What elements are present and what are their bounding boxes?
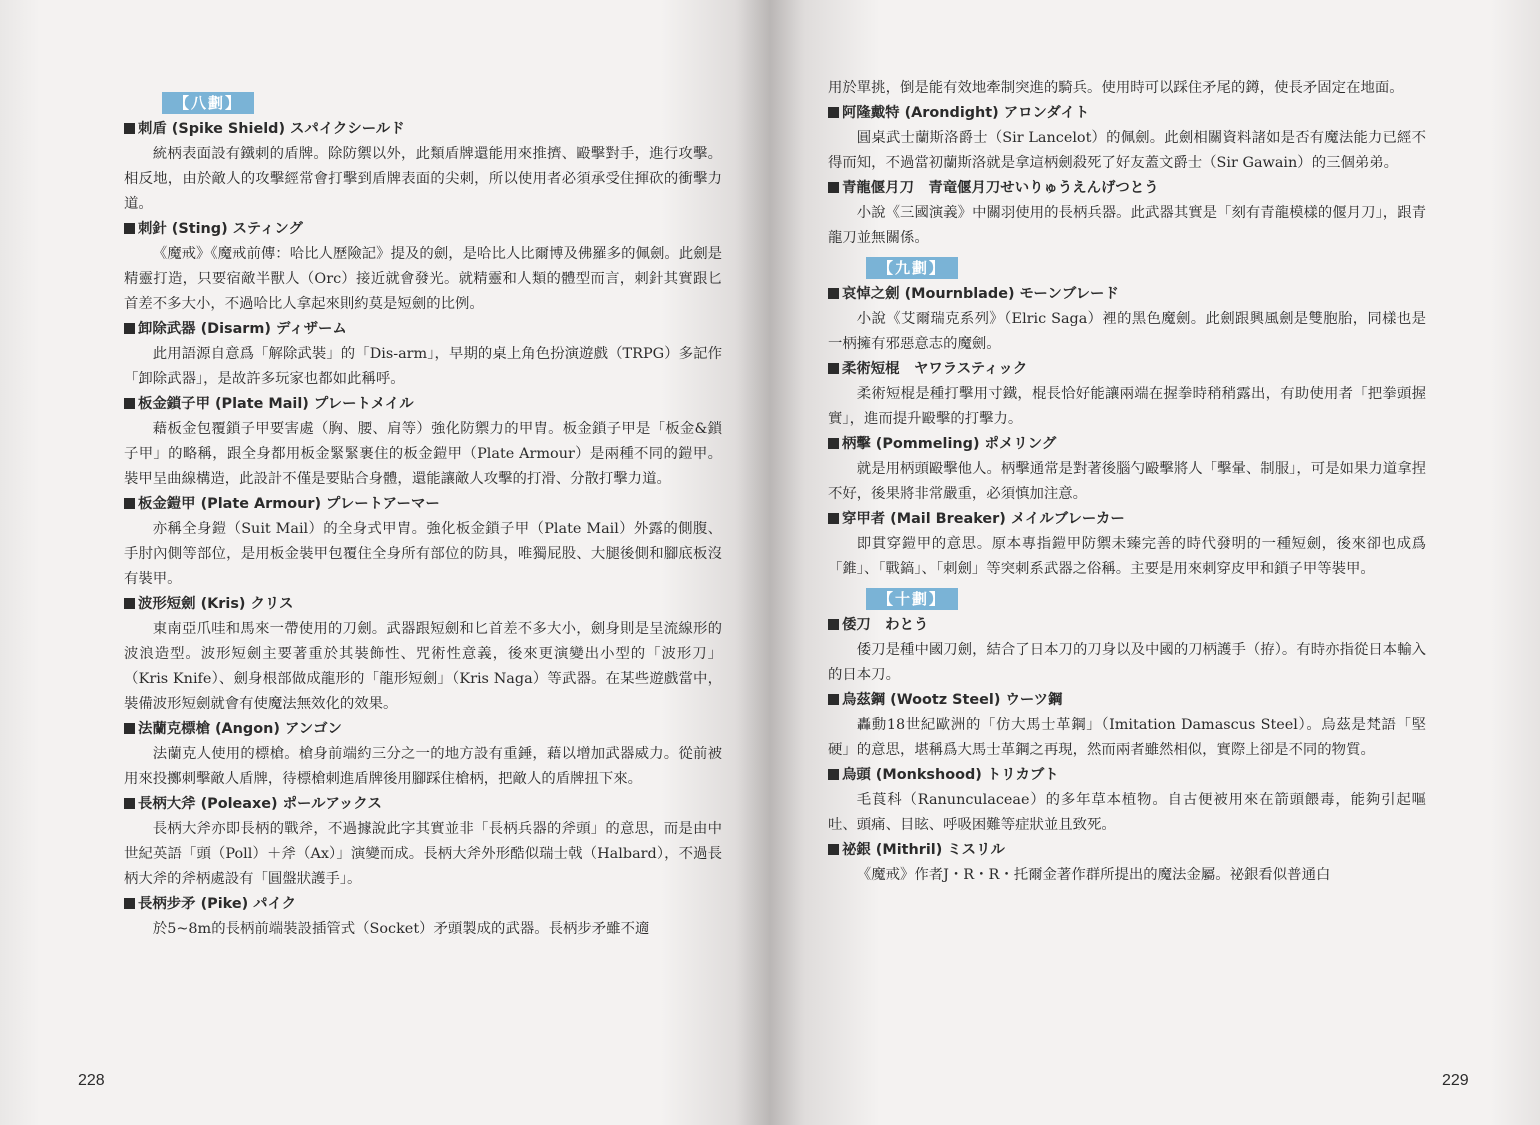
entry-title: 祕銀 (Mithril) ミスリル — [842, 842, 1005, 858]
bullet-square-icon — [124, 798, 135, 809]
entry-title: 卸除武器 (Disarm) ディザーム — [138, 321, 347, 337]
bullet-square-icon — [828, 107, 839, 118]
page-number: 228 — [78, 1072, 105, 1089]
section-heading-ten: 【十劃】 — [866, 588, 958, 610]
entry — [124, 217, 722, 317]
entry — [828, 838, 1426, 888]
bullet-square-icon — [828, 438, 839, 449]
page-number: 229 — [1442, 1072, 1469, 1089]
entry — [828, 688, 1426, 763]
bullet-square-icon — [828, 844, 839, 855]
bullet-square-icon — [124, 398, 135, 409]
bullet-square-icon — [124, 598, 135, 609]
entry-body: 法蘭克人使用的標槍。槍身前端約三分之一的地方設有重錘，藉以增加武器威力。從前被用來投擲刺擊敵人盾牌，待標槍刺進盾牌後用腳踩住槍柄，把敵人的盾牌扭下來。 — [124, 746, 722, 787]
entry-body: 就是用柄頭毆擊他人。柄擊通常是對著後腦勺毆擊將人「擊暈、制服」，可是如果力道拿捏不好，後果將非常嚴重，必須慎加注意。 — [828, 461, 1426, 502]
entry-title: 板金鎖子甲 (Plate Mail) プレートメイル — [138, 396, 414, 412]
entry — [124, 317, 722, 392]
entry-title: 長柄大斧 (Poleaxe) ポールアックス — [138, 796, 382, 812]
entry-body: 毛莨科（Ranunculaceae）的多年草本植物。自古便被用來在箭頭餵毒，能夠引起嘔吐、頭痛、目眩、呼吸困難等症狀並且致死。 — [828, 792, 1426, 833]
bullet-square-icon — [124, 223, 135, 234]
entry-body: 小說《三國演義》中關羽使用的長柄兵器。此武器其實是「刻有青龍模樣的偃月刀」，跟青龍刀並無關係。 — [828, 205, 1426, 246]
entry-body: 轟動18世紀歐洲的「仿大馬士革鋼」（Imitation Damascus Steel）。烏茲是梵語「堅硬」的意思，堪稱爲大馬士革鋼之再現，然而兩者雖然相似，實際上卻是不同的物質。 — [828, 717, 1426, 758]
bullet-square-icon — [124, 323, 135, 334]
entry — [124, 717, 722, 792]
entry-title: 波形短劍 (Kris) クリス — [138, 596, 294, 612]
entry — [828, 432, 1426, 507]
entry-body: 東南亞爪哇和馬來一帶使用的刀劍。武器跟短劍和匕首差不多大小，劍身則是呈流線形的波浪造型。波形短劍主要著重於其裝飾性、咒術性意義，後來更演變出小型的「波形刀」（Kris Knife）、劍身根部做成龍形的「龍形短劍」（Kris Naga）等武器。在某些遊戲當中，裝備波形短劍就會有使魔法無效化的效果。 — [124, 621, 722, 712]
right-page — [770, 0, 1540, 1125]
entry-body: 統柄表面設有鐵刺的盾牌。除防禦以外，此類盾牌還能用來推擠、毆擊對手，進行攻擊。相反地，由於敵人的攻擊經常會打擊到盾牌表面的尖刺，所以使用者必須承受住揮砍的衝擊力道。 — [124, 146, 722, 212]
entry-body: 藉板金包覆鎖子甲要害處（胸、腰、肩等）強化防禦力的甲胄。板金鎖子甲是「板金&鎖子甲」的略稱，跟全身都用板金緊緊裹住的板金鎧甲（Plate Armour）是兩種不同的鎧甲。裝甲呈曲線構造，此設計不僅是要貼合身體，還能讓敵人攻擊的打滑、分散打擊力道。 — [124, 421, 722, 487]
entry-body: 此用語源自意爲「解除武裝」的「Dis-arm」，早期的桌上角色扮演遊戲（TRPG）多記作「卸除武器」，是故許多玩家也都如此稱呼。 — [124, 346, 722, 387]
entry-title: 板金鎧甲 (Plate Armour) プレートアーマー — [138, 496, 440, 512]
entry-body: 倭刀是種中國刀劍，結合了日本刀的刀身以及中國的刀柄護手（拵）。有時亦指從日本輸入的日本刀。 — [828, 642, 1426, 683]
entry-title: 烏茲鋼 (Wootz Steel) ウーツ鋼 — [842, 692, 1063, 708]
bullet-square-icon — [828, 513, 839, 524]
bullet-square-icon — [828, 619, 839, 630]
entry — [828, 357, 1426, 432]
entry — [124, 492, 722, 592]
entry-title: 法蘭克標槍 (Angon) アンゴン — [138, 721, 342, 737]
entry-body: 柔術短棍是種打擊用寸鐵，棍長恰好能讓兩端在握拳時稍稍露出，有助使用者「把拳頭握實」，進而提升毆擊的打擊力。 — [828, 386, 1426, 427]
bullet-square-icon — [828, 363, 839, 374]
entry — [828, 763, 1426, 838]
entry-title: 長柄步矛 (Pike) パイク — [138, 896, 297, 912]
entry-title: 青龍偃月刀 青竜偃月刀せいりゅうえんげつとう — [842, 180, 1159, 196]
entry-title: 穿甲者 (Mail Breaker) メイルブレーカー — [842, 511, 1125, 527]
entry — [828, 176, 1426, 251]
right-text-block — [828, 76, 1426, 888]
entry-title: 柔術短棍 ヤワラスティック — [842, 361, 1028, 377]
entry-body: 長柄大斧亦即長柄的戰斧，不過據說此字其實並非「長柄兵器的斧頭」的意思，而是由中世紀英語「頭（Poll）＋斧（Ax）」演變而成。長柄大斧外形酷似瑞士戟（Halbard），不過長柄大斧的斧柄處設有「圓盤狀護手」。 — [124, 821, 722, 887]
entry-body: 即貫穿鎧甲的意思。原本專指鎧甲防禦未臻完善的時代發明的一種短劍，後來卻也成爲「錐」、「戰鎬」、「刺劍」等突刺系武器之俗稱。主要是用來刺穿皮甲和鎖子甲等裝甲。 — [828, 536, 1426, 577]
bullet-square-icon — [828, 694, 839, 705]
left-text-block — [124, 92, 722, 942]
bullet-square-icon — [828, 182, 839, 193]
entry-title: 阿隆戴特 (Arondight) アロンダイト — [842, 105, 1090, 121]
bullet-square-icon — [124, 123, 135, 134]
entry-title: 柄擊 (Pommeling) ポメリング — [842, 436, 1057, 452]
entry-title: 倭刀 わとう — [842, 617, 929, 633]
entry-title: 刺針 (Sting) スティング — [138, 221, 303, 237]
entry — [124, 392, 722, 492]
section-heading-nine: 【九劃】 — [866, 257, 958, 279]
bullet-square-icon — [124, 498, 135, 509]
bullet-square-icon — [124, 723, 135, 734]
entry-title: 刺盾 (Spike Shield) スパイクシールド — [138, 121, 405, 137]
entry — [124, 117, 722, 217]
entry-body: 圓桌武士蘭斯洛爵士（Sir Lancelot）的佩劍。此劍相關資料諸如是否有魔法能力已經不得而知，不過當初蘭斯洛就是拿這柄劍殺死了好友蓋文爵士（Sir Gawain）的三個弟弟。 — [828, 130, 1426, 171]
bullet-square-icon — [124, 898, 135, 909]
entry-body: 《魔戒》作者J・R・R・托爾金著作群所提出的魔法金屬。祕銀看似普通白 — [856, 867, 1331, 883]
entry — [828, 101, 1426, 176]
continued-paragraph: 用於單挑，倒是能有效地牽制突進的騎兵。使用時可以踩住矛尾的鐏，使長矛固定在地面。 — [828, 80, 1404, 96]
entry — [124, 592, 722, 717]
entry — [828, 507, 1426, 582]
bullet-square-icon — [828, 769, 839, 780]
entry — [828, 613, 1426, 688]
entry-title: 哀悼之劍 (Mournblade) モーンブレード — [842, 286, 1119, 302]
entry — [124, 892, 722, 942]
section-heading-eight: 【八劃】 — [162, 92, 254, 114]
bullet-square-icon — [828, 288, 839, 299]
entry — [828, 282, 1426, 357]
entry-title: 烏頭 (Monkshood) トリカブト — [842, 767, 1059, 783]
entry-body: 於5~8m的長柄前端裝設插管式（Socket）矛頭製成的武器。長柄步矛雖不適 — [152, 921, 650, 937]
entry-body: 《魔戒》《魔戒前傳：哈比人歷險記》提及的劍，是哈比人比爾博及佛羅多的佩劍。此劍是精靈打造，只要宿敵半獸人（Orc）接近就會發光。就精靈和人類的體型而言，刺針其實跟匕首差不多大小，不過哈比人拿起來則約莫是短劍的比例。 — [124, 246, 722, 312]
entry-body: 亦稱全身鎧（Suit Mail）的全身式甲胄。強化板金鎖子甲（Plate Mail）外露的側腹、手肘內側等部位，是用板金裝甲包覆住全身所有部位的防具，唯獨屁股、大腿後側和腳底板沒有裝甲。 — [124, 521, 722, 587]
entry-body: 小說《艾爾瑞克系列》（Elric Saga）裡的黑色魔劍。此劍跟興風劍是雙胞胎，同樣也是一柄擁有邪惡意志的魔劍。 — [828, 311, 1426, 352]
entry — [124, 792, 722, 892]
